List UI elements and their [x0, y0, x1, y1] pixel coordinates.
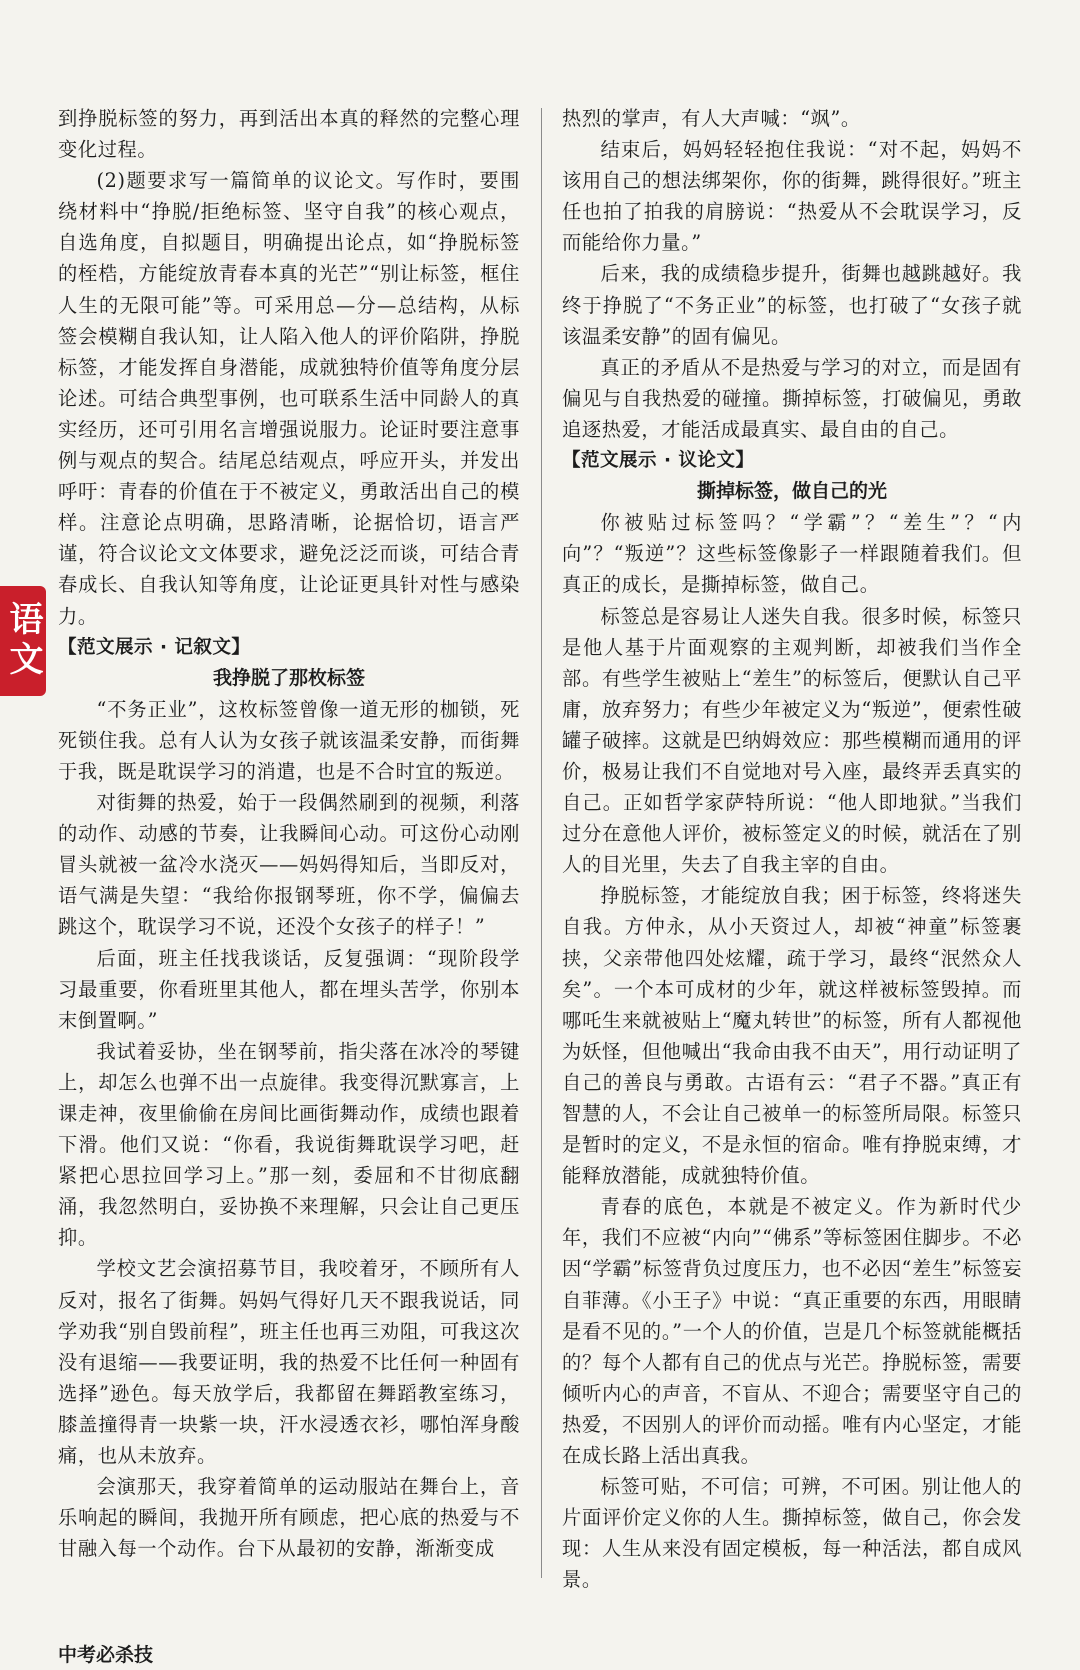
- paragraph: 热烈的掌声，有人大声喊：“飒”。: [562, 107, 861, 130]
- paragraph: 结束后，妈妈轻轻抱住我说：“对不起，妈妈不该用自己的想法绑架你，你的街舞，跳得很好。”班主任也拍了拍我的肩膀说：“热爱从不会耽误学习，反而能给你力量。”: [562, 138, 1022, 255]
- paragraph: 学校文艺会演招募节目，我咬着牙，不顾所有人反对，报名了街舞。妈妈气得好几天不跟我说话，同学劝我“别自毁前程”，班主任也再三劝阻，可我这次没有退缩——我要证明，我的热爱不比任何一种固有选择”逊色。每天放学后，我都留在舞蹈教室练习，膝盖撞得青一块紫一块，汗水浸透衣衫，哪怕浑身酸痛，也从未放弃。: [58, 1257, 520, 1468]
- paragraph: 会演那天，我穿着简单的运动服站在舞台上，音乐响起的瞬间，我抛开所有顾虑，把心底的热爱与不甘融入每一个动作。台下从最初的安静，渐渐变成: [58, 1475, 520, 1561]
- paragraph: “不务正业”，这枚标签曾像一道无形的枷锁，死死锁住我。总有人认为女孩子就该温柔安静，而街舞于我，既是耽误学习的消遣，也是不合时宜的叛逆。: [58, 697, 520, 783]
- paragraph: 后面，班主任找我谈话，反复强调：“现阶段学习最重要，你看班里其他人，都在埋头苦学，你别本末倒置啊。”: [58, 946, 520, 1032]
- paragraph: 我试着妥协，坐在钢琴前，指尖落在冰冷的琴键上，却怎么也弹不出一点旋律。我变得沉默寡言，上课走神，夜里偷偷在房间比画街舞动作，成绩也跟着下滑。他们又说：“你看，我说街舞耽误学习吧，赶紧把心思拉回学习上。”那一刻，委屈和不甘彻底翻涌，我忽然明白，妥协换不来理解，只会让自己更压抑。: [58, 1039, 520, 1250]
- paragraph: (2)题要求写一篇简单的议论文。写作时，要围绕材料中“挣脱/拒绝标签、坚守自我”的核心观点，自选角度，自拟题目，明确提出论点，如“挣脱标签的桎梏，方能绽放青春本真的光芒”“别让标签，框住人生的无限可能”等。可采用总—分—总结构，从标签会模糊自我认知，让人陷入他人的评价陷阱，挣脱标签，才能发挥自身潜能，成就独特价值等角度分层论述。可结合典型事例，也可联系生活中同龄人的真实经历，还可引用名言增强说服力。论证时要注意事例与观点的契合。结尾总结观点，呼应开头，并发出呼吁：青春的价值在于不被定义，勇敢活出自己的模样。注意论点明确，思路清晰，论据恰切，语言严谨，符合议论文文体要求，避免泛泛而谈，可结合青春成长、自我认知等角度，让论证更具针对性与感染力。: [58, 169, 520, 628]
- right-column: [562, 103, 1022, 1596]
- article-title: 我挣脱了那枚标签: [212, 666, 365, 689]
- paragraph: 标签总是容易让人迷失自我。很多时候，标签只是他人基于片面观察的主观判断，却被我们当作全部。有些学生被贴上“差生”的标签后，便默认自己平庸，放弃努力；有些少年被定义为“叛逆”，便索性破罐子破摔。这就是巴纳姆效应：那些模糊而通用的评价，极易让我们不自觉地对号入座，最终弄丢真实的自己。正如哲学家萨特所说：“他人即地狱。”当我们过分在意他人评价，被标签定义的时候，就活在了别人的目光里，失去了自我主宰的自由。: [562, 604, 1022, 877]
- paragraph: 真正的矛盾从不是热爱与学习的对立，而是固有偏见与自我热爱的碰撞。撕掉标签，打破偏见，勇敢追逐热爱，才能活成最真实、最自由的自己。: [562, 355, 1022, 441]
- section-heading: 【范文展示 · 议论文】: [562, 450, 755, 472]
- subject-tab-label: 语文: [3, 601, 43, 681]
- column-divider: [541, 108, 542, 1578]
- paragraph: 后来，我的成绩稳步提升，街舞也越跳越好。我终于挣脱了“不务正业”的标签，也打破了“女孩子就该温柔安静”的固有偏见。: [562, 262, 1022, 348]
- subject-tab: [0, 586, 46, 696]
- paragraph: 青春的底色，本就是不被定义。作为新时代少年，我们不应被“内向”“佛系”等标签困住脚步。不必因“学霸”标签背负过度压力，也不必因“差生”标签妄自菲薄。《小王子》中说：“真正重要的东西，用眼睛是看不见的。”一个人的价值，岂是几个标签就能概括的？每个人都有自己的优点与光芒。挣脱标签，需要倾听内心的声音，不盲从、不迎合；需要坚守自己的热爱，不因别人的评价而动摇。唯有内心坚定，才能在成长路上活出真我。: [562, 1195, 1022, 1468]
- paragraph: 挣脱标签，才能绽放自我；困于标签，终将迷失自我。方仲永，从小天资过人，却被“神童”标签裹挟，父亲带他四处炫耀，疏于学习，最终“泯然众人矣”。一个本可成材的少年，就这样被标签毁掉。而哪吒生来就被贴上“魔丸转世”的标签，所有人都视他为妖怪，但他喊出“我命由我不由天”，用行动证明了自己的善良与勇敢。古语有云：“君子不器。”真正有智慧的人，不会让自己被单一的标签所局限。标签只是暂时的定义，不是永恒的宿命。唯有挣脱束缚，才能释放潜能，成就独特价值。: [562, 884, 1022, 1188]
- paragraph: 到挣脱标签的努力，再到活出本真的释然的完整心理变化过程。: [58, 107, 520, 162]
- paragraph: 对街舞的热爱，始于一段偶然刷到的视频，利落的动作、动感的节奏，让我瞬间心动。可这份心动刚冒头就被一盆冷水浇灭——妈妈得知后，当即反对，语气满是失望：“我给你报钢琴班，你不学，偏偏去跳这个，耽误学习不说，还没个女孩子的样子！”: [58, 791, 520, 939]
- footer-title: 中考必杀技: [58, 1644, 154, 1666]
- paragraph: 你被贴过标签吗？“学霸”？“差生”？“内向”？“叛逆”？这些标签像影子一样跟随着我们。但真正的成长，是撕掉标签，做自己。: [562, 511, 1022, 597]
- article-title: 撕掉标签，做自己的光: [696, 480, 887, 503]
- section-heading: 【范文展示 · 记叙文】: [58, 636, 251, 658]
- paragraph: 标签可贴，不可信；可辨，不可困。别让他人的片面评价定义你的人生。撕掉标签，做自己，你会发现：人生从来没有固定模板，每一种活法，都自成风景。: [562, 1475, 1022, 1592]
- left-column: [58, 103, 520, 1564]
